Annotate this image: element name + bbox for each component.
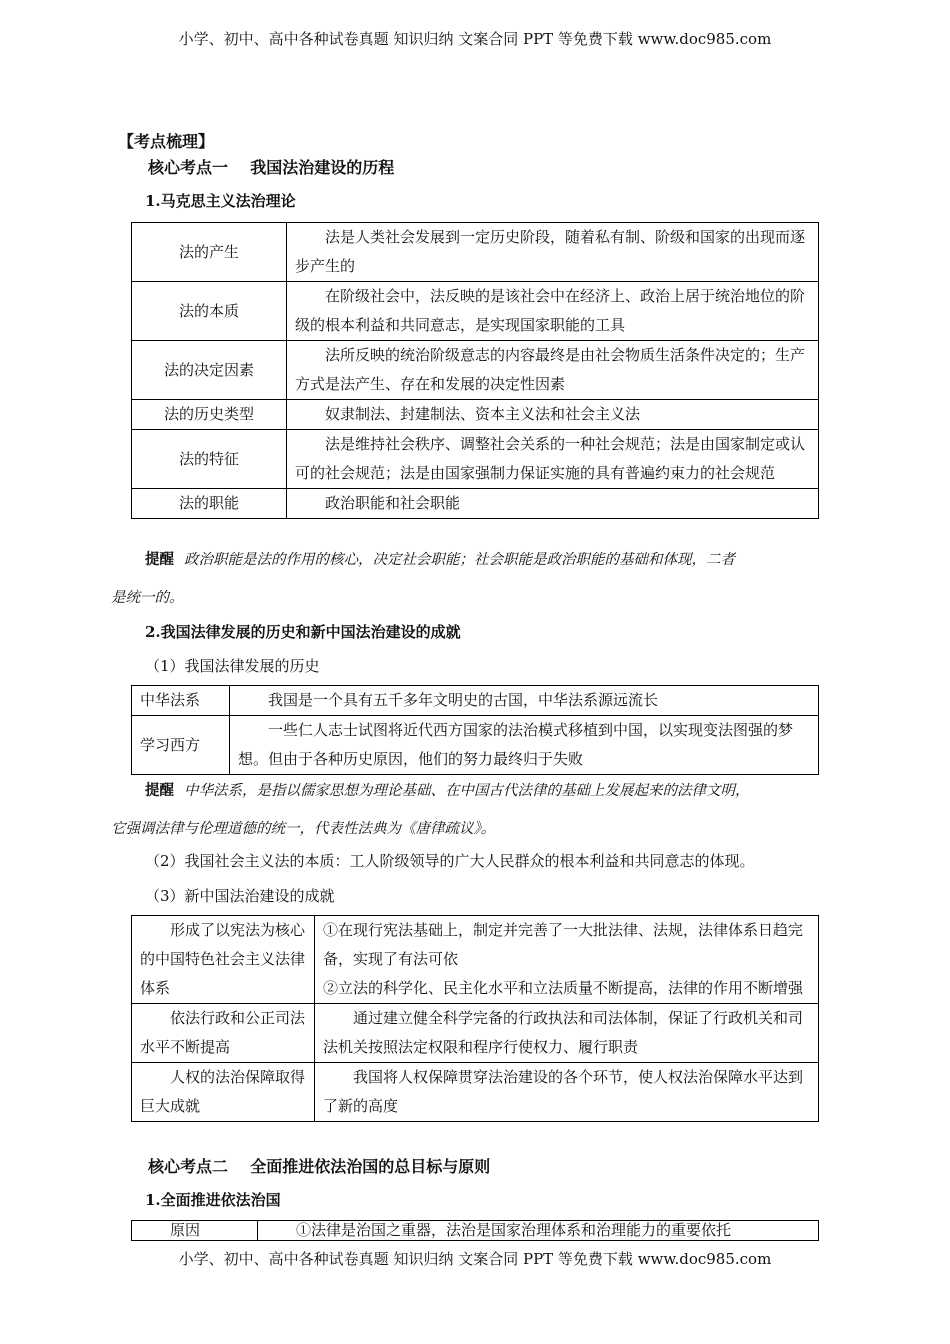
heading-3: 1.全面推进依法治国 [145, 1191, 281, 1209]
table-row [132, 489, 819, 519]
row-key: 依法行政和公正司法水平不断提高 [132, 1004, 315, 1063]
row-value: 法是维持社会秩序、调整社会关系的一种社会规范；法是由国家制定或认可的社会规范；法是由国家强制力保证实施的具有普遍约束力的社会规范 [287, 430, 819, 489]
tip-2 [145, 779, 750, 800]
tip-text: 政治职能是法的作用的核心，决定社会职能；社会职能是政治职能的基础和体现，二者 [184, 552, 735, 568]
table-row [132, 341, 819, 400]
row-key: 学习西方 [132, 716, 230, 775]
row-value: 通过建立健全科学完备的行政执法和司法体制，保证了行政机关和司法机关按照法定权限和程序行使权力、履行职责 [315, 1004, 819, 1063]
row-value: 奴隶制法、封建制法、资本主义法和社会主义法 [287, 400, 819, 430]
tip-label: 提醒 [145, 782, 174, 799]
table-row [132, 1004, 819, 1063]
row-key: 法的本质 [132, 282, 287, 341]
heading-1: 1.马克思主义法治理论 [145, 192, 296, 210]
table-row [132, 686, 819, 716]
row-key: 原因 [132, 1221, 258, 1241]
table-row [132, 716, 819, 775]
row-key: 形成了以宪法为核心的中国特色社会主义法律体系 [132, 916, 315, 1004]
subheading-2-3: （3）新中国法治建设的成就 [145, 887, 335, 905]
row-value: 一些仁人志士试图将近代西方国家的法治模式移植到中国，以实现变法图强的梦想。但由于各种历史原因，他们的努力最终归于失败 [230, 716, 819, 775]
subheading-2-1: （1）我国法律发展的历史 [145, 657, 320, 675]
row-value-point-2: ②立法的科学化、民主化水平和立法质量不断提高，法律的作用不断增强 [323, 979, 804, 997]
row-value: 法是人类社会发展到一定历史阶段，随着私有制、阶级和国家的出现而逐步产生的 [287, 223, 819, 282]
tip-2-continued: 它强调法律与伦理道德的统一，代表性法典为《唐律疏议》。 [111, 821, 496, 837]
table-row [132, 1063, 819, 1122]
section-title: 【考点梳理】 [118, 132, 215, 151]
row-key: 人权的法治保障取得巨大成就 [132, 1063, 315, 1122]
row-key: 法的特征 [132, 430, 287, 489]
heading-2: 2.我国法律发展的历史和新中国法治建设的成就 [145, 623, 461, 641]
row-value: 政治职能和社会职能 [287, 489, 819, 519]
table-marxist-law [131, 222, 819, 519]
tip-label: 提醒 [145, 551, 174, 568]
tip-text: 中华法系，是指以儒家思想为理论基础、在中国古代法律的基础上发展起来的法律文明， [184, 783, 750, 799]
row-value: 我国是一个具有五千多年文明史的古国，中华法系源远流长 [230, 686, 819, 716]
subheading-2-2: （2）我国社会主义法的本质：工人阶级领导的广大人民群众的根本利益和共同意志的体现。 [145, 852, 755, 870]
table-row [132, 430, 819, 489]
row-key: 法的产生 [132, 223, 287, 282]
row-key: 法的决定因素 [132, 341, 287, 400]
table-row [132, 400, 819, 430]
row-key: 法的职能 [132, 489, 287, 519]
table-row [132, 916, 819, 1004]
tip-1-continued: 是统一的。 [111, 590, 184, 606]
table-rule-of-law [131, 1220, 819, 1241]
row-value: 我国将人权保障贯穿法治建设的各个环节，使人权法治保障水平达到了新的高度 [315, 1063, 819, 1122]
tip-1 [145, 548, 735, 569]
page-header: 小学、初中、高中各种试卷真题 知识归纳 文案合同 PPT 等免费下载 www.doc985.com [178, 30, 772, 48]
table-row [132, 223, 819, 282]
row-value [315, 916, 819, 1004]
table-row [132, 1221, 819, 1241]
core-point-1-title: 核心考点一 我国法治建设的历程 [148, 158, 395, 177]
core-point-2-title: 核心考点二 全面推进依法治国的总目标与原则 [148, 1157, 491, 1176]
row-value: ①法律是治国之重器，法治是国家治理体系和治理能力的重要依托 [258, 1221, 819, 1241]
table-achievements [131, 915, 819, 1122]
row-key: 中华法系 [132, 686, 230, 716]
table-law-history [131, 685, 819, 775]
row-value-point-1: ①在现行宪法基础上，制定并完善了一大批法律、法规，法律体系日趋完备，实现了有法可依 [323, 921, 804, 968]
page-footer: 小学、初中、高中各种试卷真题 知识归纳 文案合同 PPT 等免费下载 www.doc985.com [178, 1250, 772, 1268]
row-value: 在阶级社会中，法反映的是该社会中在经济上、政治上居于统治地位的阶级的根本利益和共同意志，是实现国家职能的工具 [287, 282, 819, 341]
row-key: 法的历史类型 [132, 400, 287, 430]
table-row [132, 282, 819, 341]
row-value: 法所反映的统治阶级意志的内容最终是由社会物质生活条件决定的；生产方式是法产生、存在和发展的决定性因素 [287, 341, 819, 400]
